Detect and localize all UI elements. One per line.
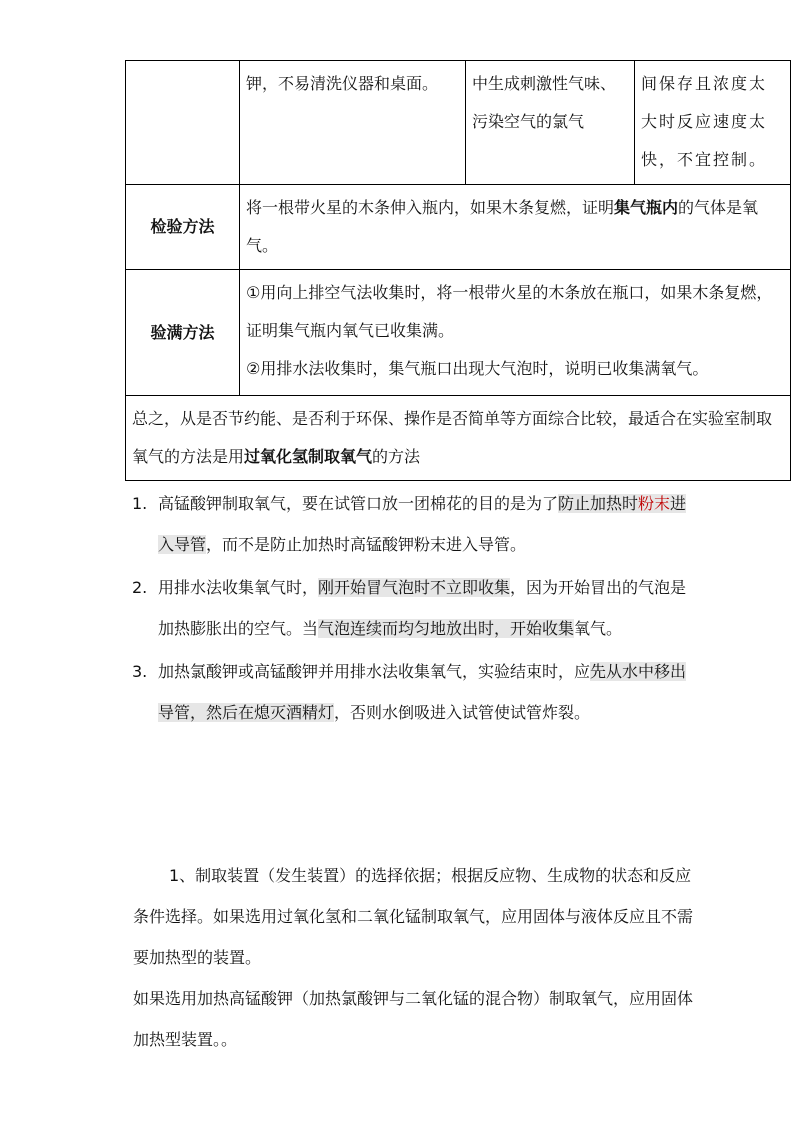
summary-text-main: 总之，从是否节约能、是否利于环保、操作是否简单等方面综合比较，最适合在实验室制取氧气的方法是用 [132, 409, 773, 466]
table-cell-control: 间保存且浓度太大时反应速度太快，不宜控制。 [635, 61, 791, 185]
note-text: 高锰酸钾制取氧气，要在试管口放一团棉花的目的是为了 [158, 494, 559, 513]
summary-text [126, 396, 791, 481]
table-row-summary [126, 396, 791, 481]
table-row-test-method [126, 185, 791, 270]
table-cell-empty [126, 61, 240, 185]
apparatus-paragraph [133, 855, 693, 1060]
table-row-continued [126, 61, 791, 185]
note-text: 氧气。 [574, 619, 623, 638]
test-method-label: 检验方法 [126, 185, 240, 270]
test-method-text-a: 将一根带火星的木条伸入瓶内，如果木条复燃，证明 [246, 198, 615, 217]
test-method-text [240, 185, 791, 270]
note-highlight: 进入导管 [158, 494, 687, 554]
note-highlight: 气泡连续而均匀地放出时，开始收集 [318, 619, 575, 638]
oxygen-methods-table [125, 60, 791, 481]
notes-list [132, 483, 692, 733]
note-item-1 [132, 483, 692, 565]
full-method-text [240, 270, 791, 396]
note-highlight: 防止加热时 [558, 494, 639, 513]
note-text: 加热氯酸钾或高锰酸钾并用排水法收集氧气，实验结束时，应 [158, 662, 591, 681]
note-red-text: 粉末 [638, 494, 671, 513]
table-cell-chlorine: 中生成刺激性气味、污染空气的氯气 [466, 61, 635, 185]
apparatus-paragraph-2: 如果选用加热高锰酸钾（加热氯酸钾与二氧化锰的混合物）制取氧气，应用固体加热型装置。。 [133, 989, 694, 1049]
test-method-text-bold: 集气瓶内 [614, 198, 679, 217]
note-number: 1. [132, 494, 148, 513]
note-item-2 [132, 567, 692, 649]
full-method-line-2: ②用排水法收集时，集气瓶口出现大气泡时，说明已收集满氧气。 [246, 359, 709, 378]
note-text: ，否则水倒吸进入试管使试管炸裂。 [334, 703, 591, 722]
note-highlight: 刚开始冒气泡时不立即收集 [318, 578, 511, 597]
test-method-text-c: 的气体是氧气。 [246, 198, 759, 255]
note-text: 用排水法收集氧气时， [158, 578, 319, 597]
note-number: 2. [132, 578, 148, 597]
summary-text-bold: 过氧化氢制取氧气 [244, 447, 373, 466]
note-item-3 [132, 651, 692, 733]
note-number: 3. [132, 662, 148, 681]
summary-text-tail: 的方法 [372, 447, 421, 466]
apparatus-paragraph-1: 1、制取装置（发生装置）的选择依据；根据反应物、生成物的状态和反应条件选择。如果选用过氧化氢和二氧化锰制取氧气，应用固体与液体反应且不需要加热型的装置。 [133, 866, 694, 967]
table-cell-cleaning: 钾，不易清洗仪器和桌面。 [240, 61, 466, 185]
full-method-line-1: ①用向上排空气法收集时，将一根带火星的木条放在瓶口，如果木条复燃，证明集气瓶内氧气已收集满。 [246, 283, 773, 340]
table-row-full-method [126, 270, 791, 396]
note-text: ，而不是防止加热时高锰酸钾粉末进入导管。 [206, 535, 527, 554]
full-method-label: 验满方法 [126, 270, 240, 396]
note-text: ，因为开始冒出的气泡是加热膨胀出的空气。当 [158, 578, 687, 638]
note-highlight: 先从水中移出导管，然后在熄灭酒精灯 [158, 662, 687, 722]
